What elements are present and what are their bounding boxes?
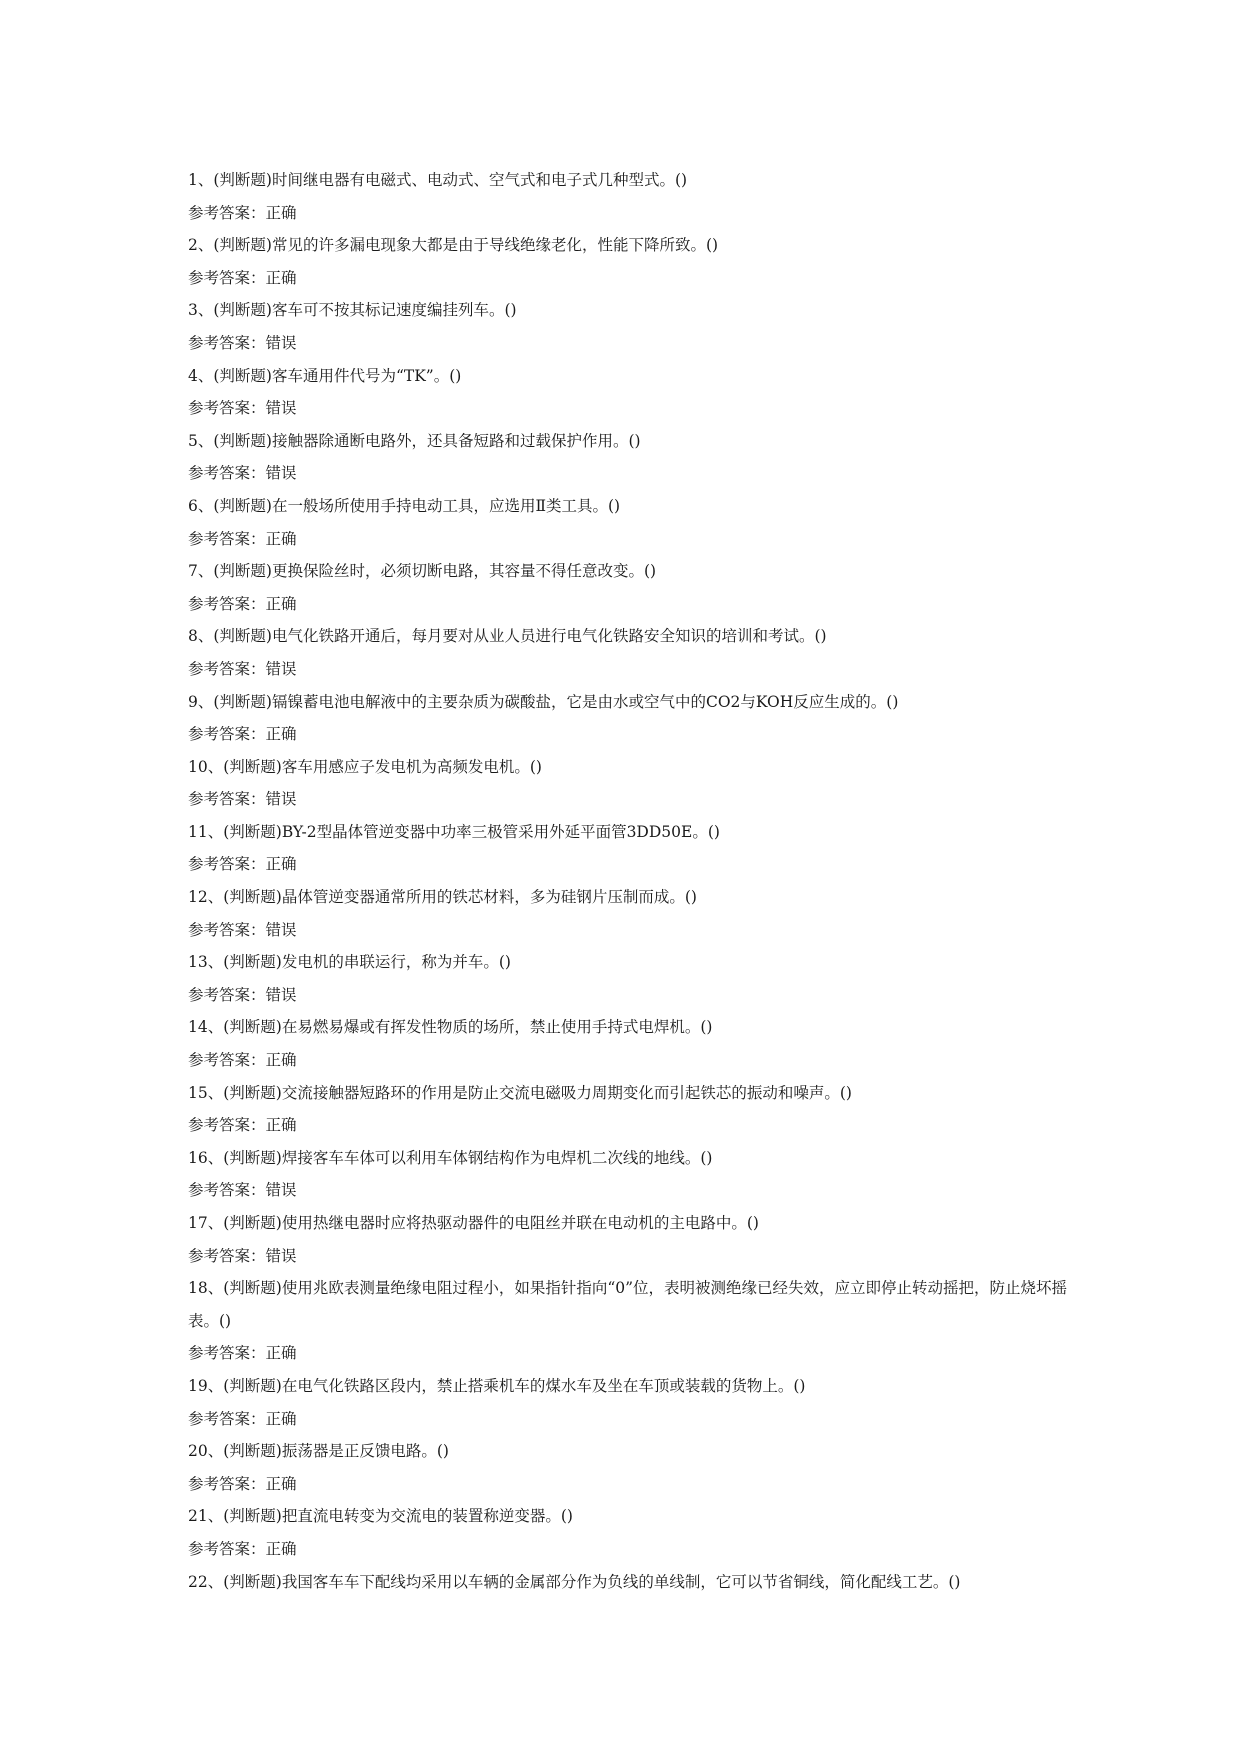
answer-label: 参考答案： (188, 594, 266, 613)
question-text: 15、(判断题)交流接触器短路环的作用是防止交流电磁吸力周期变化而引起铁芯的振动和噪声。() (188, 1083, 852, 1102)
answer-line (188, 588, 1088, 621)
question-text: 17、(判断题)使用热继电器时应将热驱动器件的电阻丝并联在电动机的主电路中。() (188, 1214, 759, 1232)
answer-value: 正确 (265, 1474, 297, 1493)
answer-line (188, 523, 1088, 556)
answer-label: 参考答案： (188, 1474, 266, 1493)
answer-line (188, 327, 1088, 360)
answer-line (188, 1044, 1088, 1077)
question-text: 11、(判断题)BY-2型晶体管逆变器中功率三极管采用外延平面管3DD50E。() (188, 822, 720, 841)
answer-line (188, 1337, 1088, 1370)
answer-label: 参考答案： (188, 920, 266, 939)
answer-line (188, 1533, 1088, 1566)
question-text: 16、(判断题)焊接客车车体可以利用车体钢结构作为电焊机二次线的地线。() (188, 1148, 713, 1167)
question-block (188, 686, 1088, 751)
answer-value: 错误 (265, 399, 297, 418)
question-block (188, 1011, 1088, 1076)
answer-value: 正确 (265, 1116, 297, 1135)
question-block (188, 1077, 1088, 1142)
answer-value: 错误 (265, 333, 297, 352)
question-text: 9、(判断题)镉镍蓄电池电解液中的主要杂质为碳酸盐，它是由水或空气中的CO2与KOH反应生成的。() (188, 692, 899, 711)
question-block (188, 294, 1088, 359)
question-block (188, 490, 1088, 555)
question-block (188, 1566, 1088, 1599)
answer-line (188, 783, 1088, 816)
answer-label: 参考答案： (188, 464, 266, 483)
answer-label: 参考答案： (188, 725, 266, 744)
answer-value: 正确 (265, 1539, 297, 1558)
answer-value: 正确 (265, 594, 297, 613)
question-block (188, 555, 1088, 620)
question-text: 4、(判断题)客车通用件代号为“TK”。() (188, 366, 462, 385)
answer-value: 错误 (265, 920, 297, 939)
answer-value: 正确 (265, 1051, 297, 1070)
question-block (188, 1207, 1088, 1272)
answer-line (188, 1240, 1088, 1273)
question-block (188, 229, 1088, 294)
question-block (188, 751, 1088, 816)
question-block (188, 1142, 1088, 1207)
answer-label: 参考答案： (188, 1181, 266, 1200)
answer-line (188, 979, 1088, 1012)
answer-label: 参考答案： (188, 529, 266, 548)
answer-label: 参考答案： (188, 1116, 266, 1135)
question-text: 5、(判断题)接触器除通断电路外，还具备短路和过载保护作用。() (188, 431, 641, 450)
question-text: 7、(判断题)更换保险丝时，必须切断电路，其容量不得任意改变。() (188, 562, 657, 581)
question-block (188, 360, 1088, 425)
answer-label: 参考答案： (188, 790, 266, 809)
answer-label: 参考答案： (188, 1246, 266, 1265)
question-block (188, 1435, 1088, 1500)
answer-value: 错误 (265, 659, 297, 678)
answer-label: 参考答案： (188, 203, 266, 222)
question-block (188, 164, 1088, 229)
question-block (188, 946, 1088, 1011)
answer-value: 错误 (265, 464, 297, 483)
question-text: 1、(判断题)时间继电器有电磁式、电动式、空气式和电子式几种型式。() (188, 171, 688, 189)
answer-label: 参考答案： (188, 399, 266, 418)
question-text: 10、(判断题)客车用感应子发电机为高频发电机。() (188, 757, 542, 776)
question-text: 21、(判断题)把直流电转变为交流电的装置称逆变器。() (188, 1507, 573, 1526)
question-block (188, 425, 1088, 490)
answer-line (188, 1403, 1088, 1436)
answer-line (188, 262, 1088, 295)
answer-label: 参考答案： (188, 659, 266, 678)
answer-label: 参考答案： (188, 1539, 266, 1558)
answer-value: 错误 (265, 1246, 297, 1265)
answer-value: 正确 (265, 725, 297, 744)
question-text: 18、(判断题)使用兆欧表测量绝缘电阻过程小，如果指针指向“0”位，表明被测绝缘已经失效，应立即停止转动摇把，防止烧坏摇表。() (188, 1279, 1068, 1330)
answer-label: 参考答案： (188, 333, 266, 352)
question-text: 14、(判断题)在易燃易爆或有挥发性物质的场所，禁止使用手持式电焊机。() (188, 1018, 713, 1037)
answer-value: 正确 (265, 855, 297, 874)
answer-value: 正确 (265, 1409, 297, 1428)
answer-value: 正确 (265, 203, 297, 222)
answer-line (188, 457, 1088, 490)
question-text: 13、(判断题)发电机的串联运行，称为并车。() (188, 953, 511, 972)
question-text: 19、(判断题)在电气化铁路区段内，禁止搭乘机车的煤水车及坐在车顶或装载的货物上。() (188, 1376, 806, 1395)
answer-line (188, 848, 1088, 881)
answer-value: 错误 (265, 985, 297, 1004)
answer-label: 参考答案： (188, 985, 266, 1004)
question-block (188, 1500, 1088, 1565)
document-page (188, 164, 1088, 1598)
answer-line (188, 392, 1088, 425)
question-text: 22、(判断题)我国客车车下配线均采用以车辆的金属部分作为负线的单线制，它可以节省铜线，简化配线工艺。() (188, 1572, 961, 1591)
question-text: 12、(判断题)晶体管逆变器通常所用的铁芯材料，多为硅钢片压制而成。() (188, 888, 697, 907)
answer-line (188, 914, 1088, 947)
answer-line (188, 1109, 1088, 1142)
answer-label: 参考答案： (188, 1344, 266, 1363)
answer-value: 正确 (265, 529, 297, 548)
question-block (188, 620, 1088, 685)
question-block (188, 816, 1088, 881)
question-text: 20、(判断题)振荡器是正反馈电路。() (188, 1442, 449, 1461)
question-list (188, 164, 1088, 1598)
answer-label: 参考答案： (188, 855, 266, 874)
question-block (188, 881, 1088, 946)
answer-line (188, 653, 1088, 686)
answer-line (188, 718, 1088, 751)
answer-value: 错误 (265, 790, 297, 809)
question-text: 8、(判断题)电气化铁路开通后，每月要对从业人员进行电气化铁路安全知识的培训和考试。() (188, 627, 827, 646)
answer-line (188, 197, 1088, 230)
question-block (188, 1272, 1088, 1370)
question-text: 3、(判断题)客车可不按其标记速度编挂列车。() (188, 301, 517, 320)
answer-label: 参考答案： (188, 1409, 266, 1428)
answer-value: 正确 (265, 1344, 297, 1363)
answer-value: 错误 (265, 1181, 297, 1200)
answer-label: 参考答案： (188, 268, 266, 287)
answer-value: 正确 (265, 268, 297, 287)
answer-line (188, 1174, 1088, 1207)
question-text: 6、(判断题)在一般场所使用手持电动工具，应选用Ⅱ类工具。() (188, 496, 621, 515)
answer-label: 参考答案： (188, 1051, 266, 1070)
question-block (188, 1370, 1088, 1435)
question-text: 2、(判断题)常见的许多漏电现象大都是由于导线绝缘老化，性能下降所致。() (188, 236, 719, 255)
answer-line (188, 1468, 1088, 1501)
